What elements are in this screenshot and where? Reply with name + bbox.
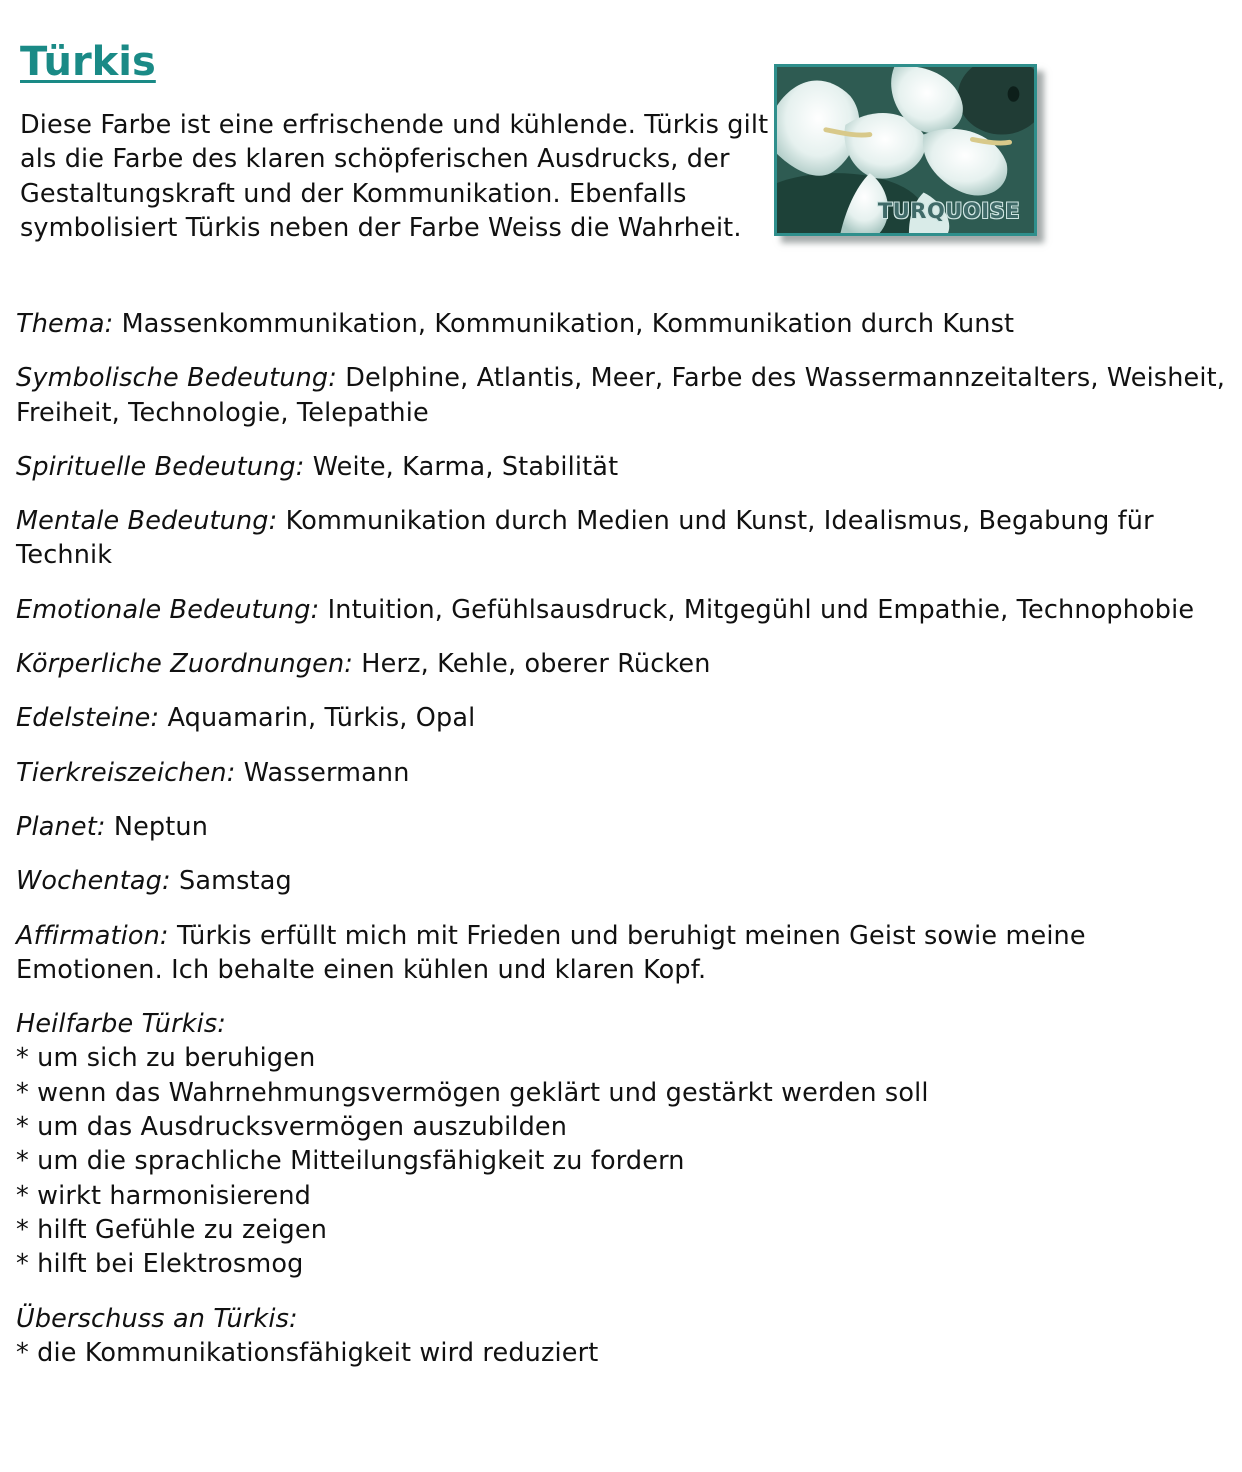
entry-label: Planet: (16, 811, 106, 842)
excess-heading: Überschuss an Türkis: (16, 1303, 298, 1334)
entry-label: Wochentag: (16, 866, 171, 897)
entry-mentale-bedeutung (16, 504, 1226, 573)
intro-paragraph: Diese Farbe ist eine erfrischende und kühlende. Türkis gilt als die Farbe des klaren schöpferischen Ausdrucks, der Gestaltungskraft und der Kommunikation. Ebenfalls symbolisiert Türkis neben der Farbe Weiss die Wahrheit. (20, 110, 769, 243)
entry-label: Mentale Bedeutung: (16, 506, 278, 537)
list-item: * um die sprachliche Mitteilungsfähigkeit zu fordern (16, 1146, 685, 1177)
list-item: * hilft bei Elektrosmog (16, 1249, 304, 1280)
entry-affirmation (16, 919, 1226, 988)
entry-label: Emotionale Bedeutung: (16, 594, 320, 625)
excess-section (16, 1302, 1226, 1371)
entry-koerperliche-zuordnungen (16, 647, 1226, 681)
entry-label: Symbolische Bedeutung: (16, 363, 337, 394)
entry-planet (16, 810, 1226, 844)
entry-edelsteine (16, 701, 1226, 735)
list-item: * wirkt harmonisierend (16, 1180, 311, 1211)
list-item: * um sich zu beruhigen (16, 1043, 316, 1074)
entry-value: Intuition, Gefühlsausdruck, Mitgegühl und Empathie, Technophobie (327, 594, 1195, 625)
list-item: * die Kommunikationsfähigkeit wird reduziert (16, 1337, 599, 1368)
entry-wochentag (16, 864, 1226, 898)
turquoise-flower-image (774, 64, 1037, 236)
entry-value: Aquamarin, Türkis, Opal (167, 703, 476, 734)
entry-label: Tierkreiszeichen: (16, 757, 236, 788)
entry-emotionale-bedeutung (16, 593, 1226, 627)
entry-symbolische-bedeutung (16, 361, 1226, 430)
healing-heading: Heilfarbe Türkis: (16, 1009, 227, 1040)
entry-value: Massenkommunikation, Kommunikation, Kommunikation durch Kunst (121, 309, 1015, 339)
entry-value: Weite, Karma, Stabilität (312, 451, 619, 482)
entry-spirituelle-bedeutung (16, 450, 1226, 484)
entry-label: Thema: (16, 309, 114, 339)
list-item: * wenn das Wahrnehmungsvermögen geklärt und gestärkt werden soll (16, 1077, 929, 1108)
entry-label: Körperliche Zuordnungen: (16, 649, 354, 680)
list-item: * um das Ausdrucksvermögen auszubilden (16, 1112, 568, 1143)
entry-value: Wassermann (243, 757, 410, 788)
excess-list (16, 1336, 1226, 1370)
entry-value: Samstag (179, 866, 292, 897)
entry-label: Affirmation: (16, 920, 169, 951)
image-caption: TURQUOISE (877, 199, 1020, 223)
healing-section (16, 1007, 1226, 1281)
healing-list (16, 1041, 1226, 1281)
entry-label: Spirituelle Bedeutung: (16, 451, 305, 482)
list-item: * hilft Gefühle zu zeigen (16, 1214, 328, 1245)
attribute-list (16, 307, 1226, 1390)
entry-label: Edelsteine: (16, 703, 160, 734)
entry-value: Delphine, Atlantis, Meer, Farbe des Wassermannzeitalters, Weisheit, Freiheit, Technologie, Telepathie (16, 363, 1226, 428)
entry-tierkreiszeichen (16, 756, 1226, 790)
entry-thema (16, 307, 1226, 341)
page-title-link[interactable]: Türkis (20, 39, 156, 85)
entry-value: Kommunikation durch Medien und Kunst, Idealismus, Begabung für Technik (16, 506, 1154, 571)
entry-value: Herz, Kehle, oberer Rücken (361, 649, 711, 680)
entry-value: Türkis erfüllt mich mit Frieden und beruhigt meinen Geist sowie meine Emotionen. Ich behalte einen kühlen und klaren Kopf. (16, 920, 1086, 985)
entry-value: Neptun (113, 811, 209, 842)
